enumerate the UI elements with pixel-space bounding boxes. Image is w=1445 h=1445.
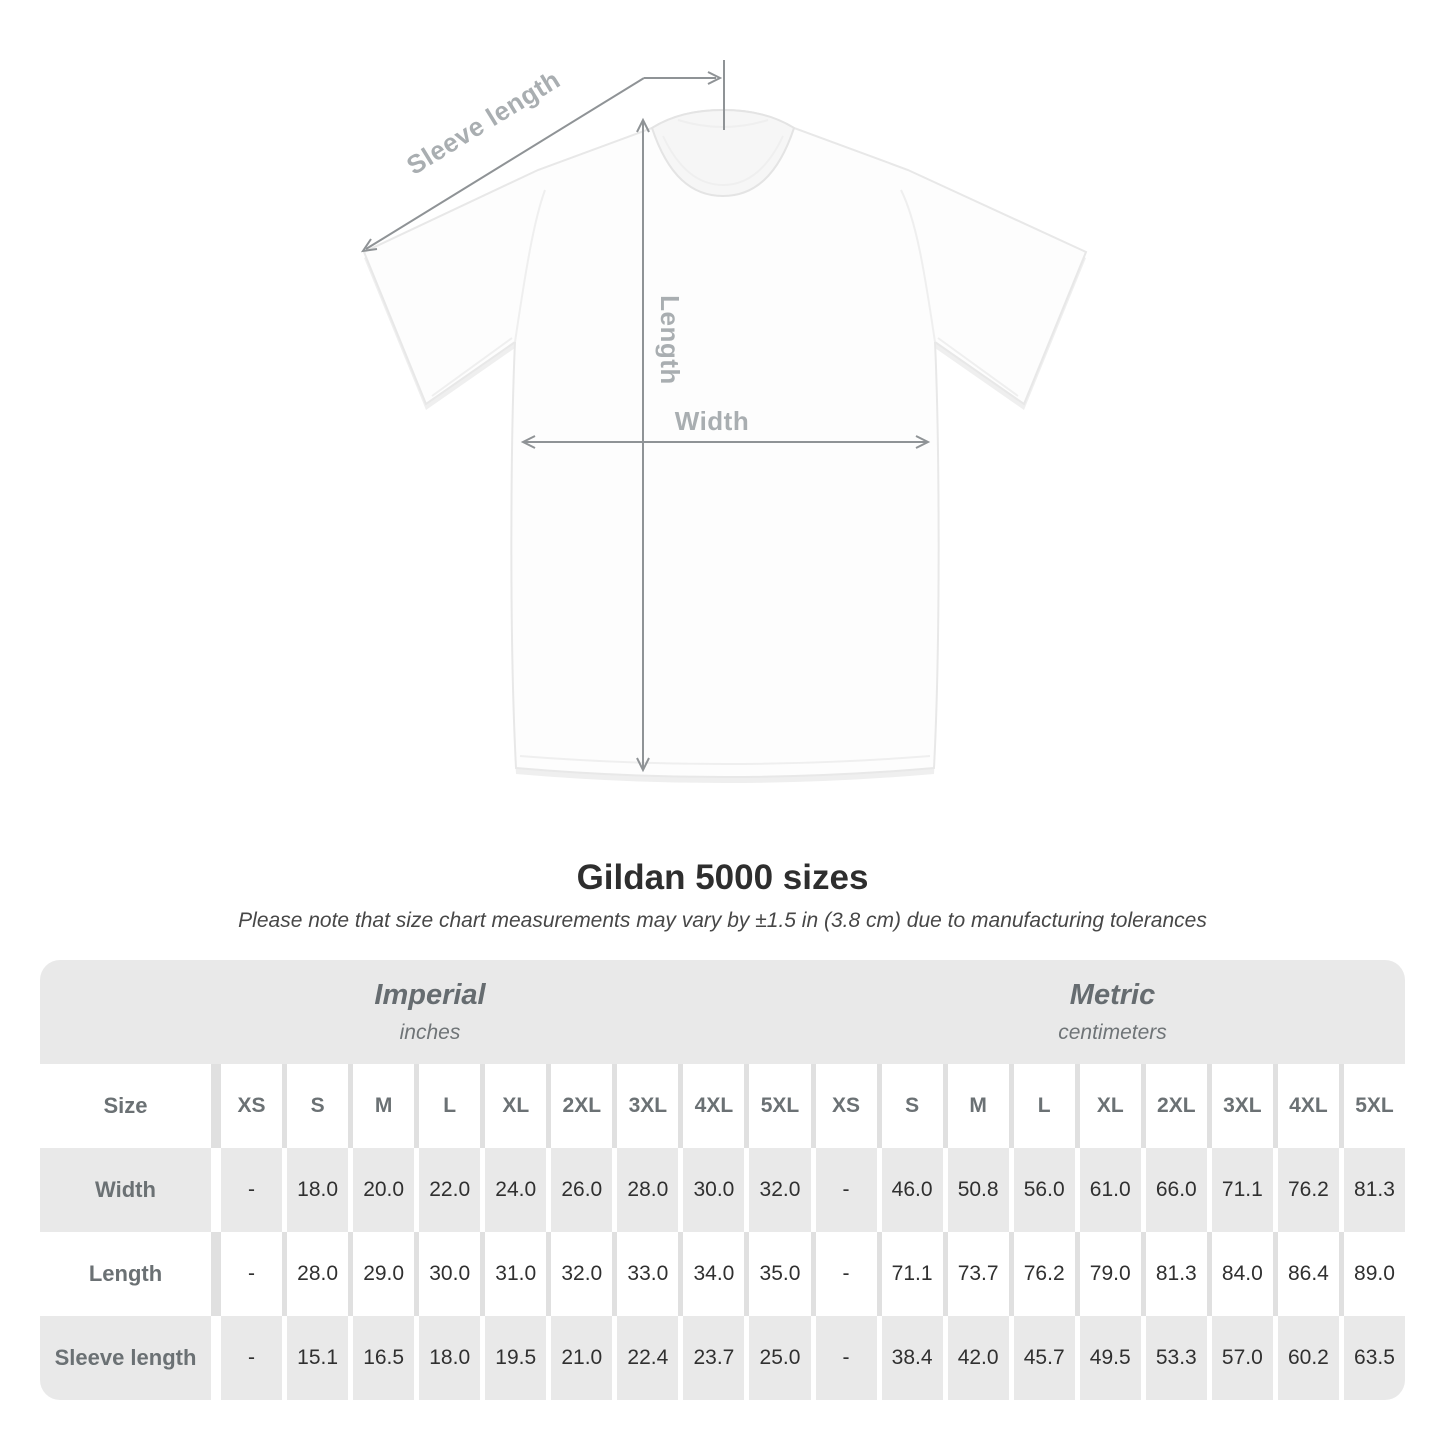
imperial-unit: inches (399, 1021, 461, 1044)
value-cell: 26.0 (551, 1148, 612, 1232)
value-cell: 21.0 (551, 1316, 612, 1400)
value-cell: 18.0 (287, 1148, 348, 1232)
value-cell: 66.0 (1146, 1148, 1207, 1232)
size-label-imperial-5xl: 5XL (749, 1064, 810, 1148)
imperial-group-header (40, 960, 820, 1064)
value-cell: 19.5 (485, 1316, 546, 1400)
size-label-metric-2xl: 2XL (1146, 1064, 1207, 1148)
value-cell: - (221, 1316, 282, 1400)
value-cell: - (816, 1148, 877, 1232)
value-cell: 28.0 (287, 1232, 348, 1316)
value-cell: 25.0 (749, 1316, 810, 1400)
value-cell: - (221, 1232, 282, 1316)
size-label-imperial-l: L (419, 1064, 480, 1148)
size-label-metric-xl: XL (1080, 1064, 1141, 1148)
value-cell: 34.0 (683, 1232, 744, 1316)
size-label-metric-xs: XS (816, 1064, 877, 1148)
metric-unit: centimeters (1058, 1021, 1167, 1044)
value-cell: 15.1 (287, 1316, 348, 1400)
value-cell: 53.3 (1146, 1316, 1207, 1400)
row-label-length: Length (40, 1232, 211, 1316)
tolerance-note: Please note that size chart measurements may vary by ±1.5 in (3.8 cm) due to manufacturing tolerances (238, 909, 1207, 932)
size-label-imperial-3xl: 3XL (617, 1064, 678, 1148)
value-cell: 38.4 (882, 1316, 943, 1400)
value-cell: 46.0 (882, 1148, 943, 1232)
metric-label: Metric (1069, 979, 1156, 1011)
value-cell: 86.4 (1278, 1232, 1339, 1316)
value-cell: 76.2 (1014, 1232, 1075, 1316)
value-cell: 60.2 (1278, 1316, 1339, 1400)
value-cell: 84.0 (1212, 1232, 1273, 1316)
value-cell: 22.4 (617, 1316, 678, 1400)
size-label-metric-4xl: 4XL (1278, 1064, 1339, 1148)
size-header-row (40, 1064, 1405, 1148)
sleeve-length-arrowhead-left (363, 239, 377, 251)
value-cell: 32.0 (551, 1232, 612, 1316)
value-cell: 81.3 (1344, 1148, 1405, 1232)
size-label-metric-5xl: 5XL (1344, 1064, 1405, 1148)
size-label-imperial-2xl: 2XL (551, 1064, 612, 1148)
tshirt-illustration (364, 110, 1086, 777)
size-label-imperial-m: M (353, 1064, 414, 1148)
value-cell: 79.0 (1080, 1232, 1141, 1316)
value-cell: 81.3 (1146, 1232, 1207, 1316)
imperial-label: Imperial (374, 979, 486, 1011)
value-cell: 45.7 (1014, 1316, 1075, 1400)
value-cell: 57.0 (1212, 1316, 1273, 1400)
value-cell: 49.5 (1080, 1316, 1141, 1400)
table-row-width (40, 1148, 1405, 1232)
metric-group-header (820, 960, 1405, 1064)
table-row-length (40, 1232, 1405, 1316)
sleeve-length-dimension-label: Sleeve length (401, 64, 566, 181)
page-title: Gildan 5000 sizes (576, 858, 869, 897)
value-cell: 89.0 (1344, 1232, 1405, 1316)
value-cell: 71.1 (882, 1232, 943, 1316)
value-cell: 30.0 (683, 1148, 744, 1232)
size-label-imperial-4xl: 4XL (683, 1064, 744, 1148)
value-cell: - (816, 1232, 877, 1316)
value-cell: - (221, 1148, 282, 1232)
width-dimension-label: Width (674, 406, 750, 436)
row-label-sleeve-length: Sleeve length (40, 1316, 211, 1400)
row-label-width: Width (40, 1148, 211, 1232)
value-cell: 73.7 (948, 1232, 1009, 1316)
value-cell: 71.1 (1212, 1148, 1273, 1232)
value-cell: 35.0 (749, 1232, 810, 1316)
size-label-imperial-s: S (287, 1064, 348, 1148)
size-column-header: Size (40, 1064, 211, 1148)
value-cell: 33.0 (617, 1232, 678, 1316)
size-label-metric-3xl: 3XL (1212, 1064, 1273, 1148)
value-cell: - (816, 1316, 877, 1400)
value-cell: 31.0 (485, 1232, 546, 1316)
size-label-metric-s: S (882, 1064, 943, 1148)
value-cell: 42.0 (948, 1316, 1009, 1400)
unit-band (40, 960, 1405, 1064)
value-cell: 63.5 (1344, 1316, 1405, 1400)
value-cell: 28.0 (617, 1148, 678, 1232)
value-cell: 24.0 (485, 1148, 546, 1232)
size-label-metric-m: M (948, 1064, 1009, 1148)
value-cell: 76.2 (1278, 1148, 1339, 1232)
length-dimension-label: Length (655, 295, 685, 385)
value-cell: 50.8 (948, 1148, 1009, 1232)
value-cell: 18.0 (419, 1316, 480, 1400)
value-cell: 20.0 (353, 1148, 414, 1232)
size-label-imperial-xl: XL (485, 1064, 546, 1148)
size-label-metric-l: L (1014, 1064, 1075, 1148)
value-cell: 61.0 (1080, 1148, 1141, 1232)
value-cell: 29.0 (353, 1232, 414, 1316)
value-cell: 16.5 (353, 1316, 414, 1400)
value-cell: 23.7 (683, 1316, 744, 1400)
value-cell: 22.0 (419, 1148, 480, 1232)
value-cell: 56.0 (1014, 1148, 1075, 1232)
value-cell: 30.0 (419, 1232, 480, 1316)
size-table (40, 960, 1405, 1400)
size-label-imperial-xs: XS (221, 1064, 282, 1148)
value-cell: 32.0 (749, 1148, 810, 1232)
table-row-sleeve-length (40, 1316, 1405, 1400)
